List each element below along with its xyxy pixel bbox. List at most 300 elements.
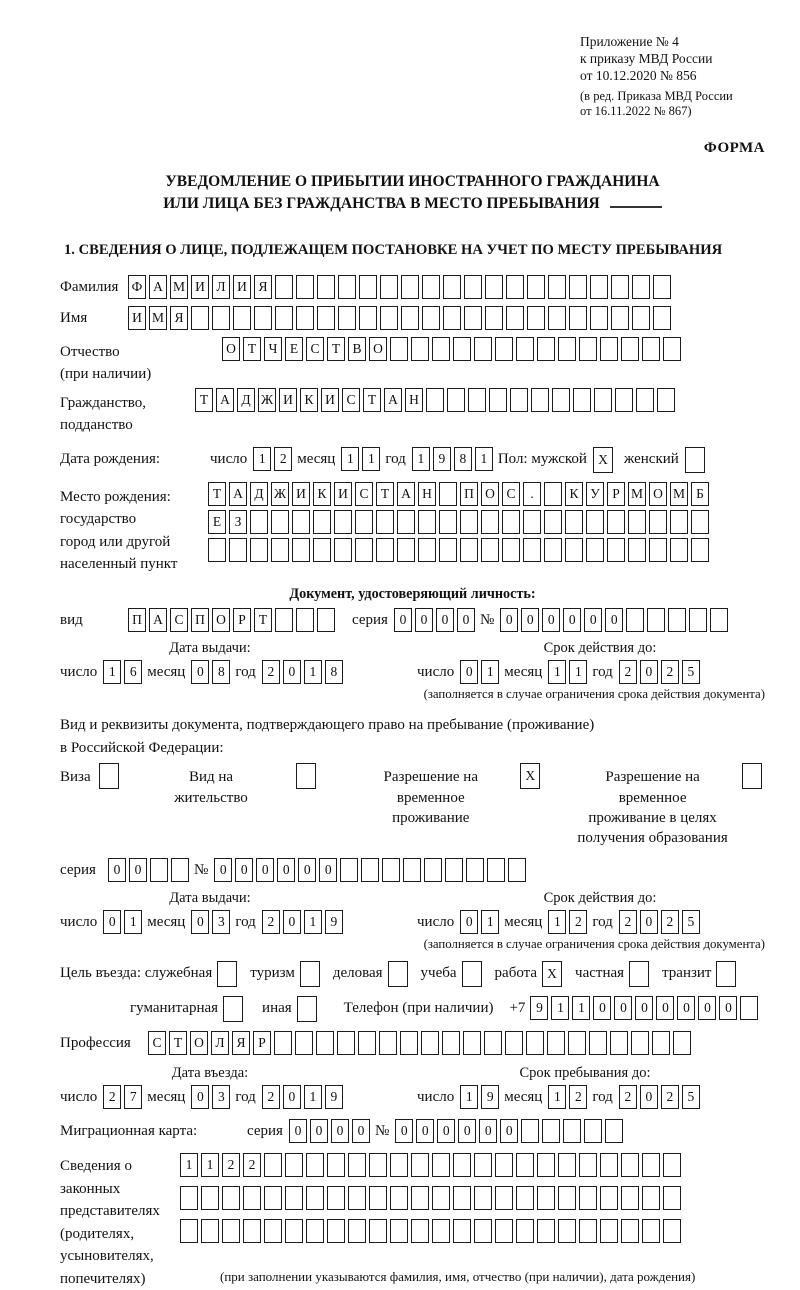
- legal-reps-cell[interactable]: [390, 1219, 408, 1243]
- residence-permit-checkbox-cell[interactable]: [296, 763, 316, 789]
- legal-reps-cell[interactable]: [621, 1186, 639, 1210]
- rvp-issue-year-cell[interactable]: 9: [325, 910, 343, 934]
- phone-cell[interactable]: [740, 996, 758, 1020]
- rvp-number-cell[interactable]: [466, 858, 484, 882]
- surname-cell[interactable]: А: [149, 275, 167, 299]
- birth-place-cell[interactable]: [292, 538, 310, 562]
- doc-kind-cell[interactable]: Р: [233, 608, 251, 632]
- given-name-cell[interactable]: И: [128, 306, 146, 330]
- birth-place-cell[interactable]: [523, 510, 541, 534]
- legal-reps-cell[interactable]: [558, 1153, 576, 1177]
- stay-year-cell[interactable]: 0: [640, 1085, 658, 1109]
- doc-number-cell[interactable]: 0: [584, 608, 602, 632]
- doc-number-cell[interactable]: 0: [500, 608, 518, 632]
- patronymic-cell[interactable]: [663, 337, 681, 361]
- birth-place-cell[interactable]: [229, 538, 247, 562]
- doc-kind-cell[interactable]: Т: [254, 608, 272, 632]
- stay-month-cell[interactable]: 1: [548, 1085, 566, 1109]
- legal-reps-cell[interactable]: [537, 1219, 555, 1243]
- birth-place-cell[interactable]: Ж: [271, 482, 289, 506]
- rvp-number-cell[interactable]: 0: [319, 858, 337, 882]
- migration-series-cell[interactable]: 0: [331, 1119, 349, 1143]
- legal-reps-cell[interactable]: [537, 1186, 555, 1210]
- migration-number-cell[interactable]: 0: [479, 1119, 497, 1143]
- legal-reps-cell[interactable]: [495, 1153, 513, 1177]
- entry-day-cell[interactable]: 7: [124, 1085, 142, 1109]
- rvp-issue-month-cell[interactable]: 0: [191, 910, 209, 934]
- legal-reps-cell[interactable]: [432, 1219, 450, 1243]
- doc-series-cell[interactable]: 0: [457, 608, 475, 632]
- migration-number-cell[interactable]: 0: [395, 1119, 413, 1143]
- phone-cell[interactable]: 1: [572, 996, 590, 1020]
- profession-cell[interactable]: [673, 1031, 691, 1055]
- given-name-cell[interactable]: [548, 306, 566, 330]
- given-name-cell[interactable]: [254, 306, 272, 330]
- patronymic-cell[interactable]: [390, 337, 408, 361]
- citizenship-cell[interactable]: [426, 388, 444, 412]
- patronymic-cell[interactable]: О: [222, 337, 240, 361]
- legal-reps-cell[interactable]: [390, 1186, 408, 1210]
- birth-place-cell[interactable]: [691, 538, 709, 562]
- birth-year-cell[interactable]: 9: [433, 447, 451, 471]
- given-name-cell[interactable]: [569, 306, 587, 330]
- legal-reps-cell[interactable]: 1: [180, 1153, 198, 1177]
- birth-place-cell[interactable]: [502, 510, 520, 534]
- migration-number-cell[interactable]: [542, 1119, 560, 1143]
- citizenship-cell[interactable]: [468, 388, 486, 412]
- rvp-valid-day-cell[interactable]: 0: [460, 910, 478, 934]
- migration-number-cell[interactable]: [605, 1119, 623, 1143]
- doc-kind-cell[interactable]: [296, 608, 314, 632]
- birth-place-cell[interactable]: [586, 510, 604, 534]
- legal-reps-cell[interactable]: [180, 1219, 198, 1243]
- birth-place-cell[interactable]: [355, 538, 373, 562]
- birth-place-cell[interactable]: [544, 510, 562, 534]
- purpose-business-cell[interactable]: [388, 961, 408, 987]
- rvp-number-cell[interactable]: [508, 858, 526, 882]
- doc-valid-year-cell[interactable]: 2: [619, 660, 637, 684]
- surname-cell[interactable]: М: [170, 275, 188, 299]
- phone-cell[interactable]: 0: [719, 996, 737, 1020]
- birth-place-cell[interactable]: [376, 538, 394, 562]
- legal-reps-cell[interactable]: [642, 1186, 660, 1210]
- citizenship-cell[interactable]: Н: [405, 388, 423, 412]
- patronymic-cell[interactable]: [453, 337, 471, 361]
- legal-reps-cell[interactable]: [201, 1219, 219, 1243]
- profession-cell[interactable]: [358, 1031, 376, 1055]
- rvp-issue-day-cell[interactable]: 1: [124, 910, 142, 934]
- doc-issue-month-cell[interactable]: 8: [212, 660, 230, 684]
- profession-cell[interactable]: [295, 1031, 313, 1055]
- given-name-cell[interactable]: [401, 306, 419, 330]
- doc-issue-year-cell[interactable]: 0: [283, 660, 301, 684]
- birth-place-cell[interactable]: [313, 510, 331, 534]
- phone-cell[interactable]: 0: [635, 996, 653, 1020]
- birth-place-cell[interactable]: [649, 538, 667, 562]
- legal-reps-cell[interactable]: [411, 1219, 429, 1243]
- birth-place-cell[interactable]: А: [397, 482, 415, 506]
- legal-reps-cell[interactable]: [453, 1186, 471, 1210]
- doc-valid-year-cell[interactable]: 2: [661, 660, 679, 684]
- profession-cell[interactable]: [568, 1031, 586, 1055]
- legal-reps-cell[interactable]: [432, 1186, 450, 1210]
- profession-cell[interactable]: [421, 1031, 439, 1055]
- patronymic-cell[interactable]: [537, 337, 555, 361]
- legal-reps-cell[interactable]: [621, 1153, 639, 1177]
- phone-cell[interactable]: 0: [677, 996, 695, 1020]
- legal-reps-cell[interactable]: [642, 1219, 660, 1243]
- birth-place-cell[interactable]: [628, 510, 646, 534]
- given-name-cell[interactable]: [233, 306, 251, 330]
- profession-cell[interactable]: Л: [211, 1031, 229, 1055]
- legal-reps-cell[interactable]: [600, 1219, 618, 1243]
- birth-place-cell[interactable]: А: [229, 482, 247, 506]
- rvp-valid-year-cell[interactable]: 5: [682, 910, 700, 934]
- legal-reps-cell[interactable]: [621, 1219, 639, 1243]
- surname-cell[interactable]: [548, 275, 566, 299]
- legal-reps-cell[interactable]: [516, 1153, 534, 1177]
- migration-number-cell[interactable]: 0: [416, 1119, 434, 1143]
- surname-cell[interactable]: [590, 275, 608, 299]
- rvp-edu-checkbox-cell[interactable]: [742, 763, 762, 789]
- citizenship-cell[interactable]: [636, 388, 654, 412]
- migration-series-cell[interactable]: 0: [310, 1119, 328, 1143]
- birth-place-cell[interactable]: [544, 538, 562, 562]
- citizenship-cell[interactable]: Т: [195, 388, 213, 412]
- migration-number-cell[interactable]: 0: [458, 1119, 476, 1143]
- surname-cell[interactable]: [527, 275, 545, 299]
- rvp-valid-year-cell[interactable]: 0: [640, 910, 658, 934]
- citizenship-cell[interactable]: [594, 388, 612, 412]
- patronymic-cell[interactable]: [600, 337, 618, 361]
- phone-cell[interactable]: 0: [656, 996, 674, 1020]
- doc-issue-year-cell[interactable]: 8: [325, 660, 343, 684]
- patronymic-cell[interactable]: Е: [285, 337, 303, 361]
- citizenship-cell[interactable]: К: [300, 388, 318, 412]
- birth-place-cell[interactable]: С: [355, 482, 373, 506]
- birth-place-cell[interactable]: [691, 510, 709, 534]
- citizenship-cell[interactable]: А: [384, 388, 402, 412]
- birth-place-cell[interactable]: С: [502, 482, 520, 506]
- birth-place-cell[interactable]: [355, 510, 373, 534]
- legal-reps-cell[interactable]: [285, 1219, 303, 1243]
- patronymic-cell[interactable]: Ч: [264, 337, 282, 361]
- doc-valid-month-cell[interactable]: 1: [548, 660, 566, 684]
- birth-place-cell[interactable]: [250, 510, 268, 534]
- birth-place-cell[interactable]: [397, 538, 415, 562]
- birth-place-cell[interactable]: [334, 510, 352, 534]
- birth-place-cell[interactable]: [292, 510, 310, 534]
- patronymic-cell[interactable]: [495, 337, 513, 361]
- citizenship-cell[interactable]: [573, 388, 591, 412]
- legal-reps-cell[interactable]: [222, 1219, 240, 1243]
- birth-place-cell[interactable]: Т: [376, 482, 394, 506]
- profession-cell[interactable]: [316, 1031, 334, 1055]
- phone-cell[interactable]: 1: [551, 996, 569, 1020]
- birth-place-cell[interactable]: [649, 510, 667, 534]
- birth-place-cell[interactable]: .: [523, 482, 541, 506]
- legal-reps-cell[interactable]: [327, 1219, 345, 1243]
- birth-place-cell[interactable]: [418, 538, 436, 562]
- legal-reps-cell[interactable]: [474, 1186, 492, 1210]
- doc-issue-day-cell[interactable]: 1: [103, 660, 121, 684]
- given-name-cell[interactable]: [485, 306, 503, 330]
- stay-day-cell[interactable]: 9: [481, 1085, 499, 1109]
- legal-reps-cell[interactable]: [306, 1153, 324, 1177]
- given-name-cell[interactable]: [653, 306, 671, 330]
- birth-place-cell[interactable]: [439, 538, 457, 562]
- stay-year-cell[interactable]: 2: [619, 1085, 637, 1109]
- birth-place-cell[interactable]: [670, 538, 688, 562]
- legal-reps-cell[interactable]: [474, 1153, 492, 1177]
- profession-cell[interactable]: [610, 1031, 628, 1055]
- doc-kind-cell[interactable]: О: [212, 608, 230, 632]
- purpose-private-cell[interactable]: [629, 961, 649, 987]
- surname-cell[interactable]: [443, 275, 461, 299]
- birth-day-cell[interactable]: 1: [253, 447, 271, 471]
- legal-reps-cell[interactable]: [369, 1153, 387, 1177]
- legal-reps-cell[interactable]: [663, 1219, 681, 1243]
- citizenship-cell[interactable]: [552, 388, 570, 412]
- profession-cell[interactable]: [442, 1031, 460, 1055]
- birth-place-cell[interactable]: О: [481, 482, 499, 506]
- legal-reps-cell[interactable]: [579, 1153, 597, 1177]
- doc-number-cell[interactable]: [689, 608, 707, 632]
- phone-cell[interactable]: 9: [530, 996, 548, 1020]
- doc-kind-cell[interactable]: С: [170, 608, 188, 632]
- legal-reps-cell[interactable]: [600, 1186, 618, 1210]
- birth-place-cell[interactable]: И: [292, 482, 310, 506]
- doc-kind-cell[interactable]: П: [128, 608, 146, 632]
- profession-cell[interactable]: О: [190, 1031, 208, 1055]
- stay-year-cell[interactable]: 5: [682, 1085, 700, 1109]
- doc-number-cell[interactable]: [710, 608, 728, 632]
- legal-reps-cell[interactable]: [558, 1186, 576, 1210]
- patronymic-cell[interactable]: [432, 337, 450, 361]
- citizenship-cell[interactable]: Ж: [258, 388, 276, 412]
- doc-series-cell[interactable]: 0: [394, 608, 412, 632]
- birth-place-cell[interactable]: [208, 538, 226, 562]
- birth-place-cell[interactable]: К: [313, 482, 331, 506]
- patronymic-cell[interactable]: [621, 337, 639, 361]
- legal-reps-cell[interactable]: [579, 1186, 597, 1210]
- legal-reps-cell[interactable]: [663, 1186, 681, 1210]
- patronymic-cell[interactable]: В: [348, 337, 366, 361]
- birth-place-cell[interactable]: [460, 510, 478, 534]
- stay-month-cell[interactable]: 2: [569, 1085, 587, 1109]
- profession-cell[interactable]: Р: [253, 1031, 271, 1055]
- sex-female-checkbox-cell[interactable]: [685, 447, 705, 473]
- birth-place-cell[interactable]: И: [334, 482, 352, 506]
- surname-cell[interactable]: [569, 275, 587, 299]
- doc-number-cell[interactable]: 0: [542, 608, 560, 632]
- profession-cell[interactable]: С: [148, 1031, 166, 1055]
- rvp-number-cell[interactable]: [340, 858, 358, 882]
- birth-place-cell[interactable]: М: [670, 482, 688, 506]
- patronymic-cell[interactable]: Т: [243, 337, 261, 361]
- legal-reps-cell[interactable]: [243, 1219, 261, 1243]
- legal-reps-cell[interactable]: [495, 1186, 513, 1210]
- entry-year-cell[interactable]: 9: [325, 1085, 343, 1109]
- birth-place-cell[interactable]: [481, 538, 499, 562]
- doc-series-cell[interactable]: 0: [436, 608, 454, 632]
- surname-cell[interactable]: [380, 275, 398, 299]
- rvp-valid-month-cell[interactable]: 1: [548, 910, 566, 934]
- legal-reps-cell[interactable]: [516, 1186, 534, 1210]
- profession-cell[interactable]: [337, 1031, 355, 1055]
- profession-cell[interactable]: [631, 1031, 649, 1055]
- citizenship-cell[interactable]: А: [216, 388, 234, 412]
- migration-series-cell[interactable]: 0: [352, 1119, 370, 1143]
- surname-cell[interactable]: [611, 275, 629, 299]
- rvp-number-cell[interactable]: [361, 858, 379, 882]
- purpose-tourism-cell[interactable]: [300, 961, 320, 987]
- legal-reps-cell[interactable]: [558, 1219, 576, 1243]
- phone-cell[interactable]: 0: [698, 996, 716, 1020]
- rvp-number-cell[interactable]: [445, 858, 463, 882]
- legal-reps-cell[interactable]: 1: [201, 1153, 219, 1177]
- profession-cell[interactable]: [463, 1031, 481, 1055]
- birth-day-cell[interactable]: 2: [274, 447, 292, 471]
- birth-place-cell[interactable]: [271, 538, 289, 562]
- surname-cell[interactable]: [359, 275, 377, 299]
- profession-cell[interactable]: [526, 1031, 544, 1055]
- patronymic-cell[interactable]: [579, 337, 597, 361]
- stay-year-cell[interactable]: 2: [661, 1085, 679, 1109]
- patronymic-cell[interactable]: [558, 337, 576, 361]
- profession-cell[interactable]: [589, 1031, 607, 1055]
- surname-cell[interactable]: [422, 275, 440, 299]
- given-name-cell[interactable]: [590, 306, 608, 330]
- doc-kind-cell[interactable]: [317, 608, 335, 632]
- citizenship-cell[interactable]: [447, 388, 465, 412]
- rvp-series-cell[interactable]: [171, 858, 189, 882]
- given-name-cell[interactable]: [632, 306, 650, 330]
- surname-cell[interactable]: [506, 275, 524, 299]
- rvp-issue-year-cell[interactable]: 2: [262, 910, 280, 934]
- surname-cell[interactable]: [317, 275, 335, 299]
- patronymic-cell[interactable]: [642, 337, 660, 361]
- birth-place-cell[interactable]: [313, 538, 331, 562]
- doc-number-cell[interactable]: [647, 608, 665, 632]
- birth-place-cell[interactable]: [334, 538, 352, 562]
- legal-reps-cell[interactable]: [222, 1186, 240, 1210]
- legal-reps-cell[interactable]: [348, 1219, 366, 1243]
- citizenship-cell[interactable]: И: [279, 388, 297, 412]
- given-name-cell[interactable]: [317, 306, 335, 330]
- doc-issue-month-cell[interactable]: 0: [191, 660, 209, 684]
- birth-place-cell[interactable]: М: [628, 482, 646, 506]
- doc-series-cell[interactable]: 0: [415, 608, 433, 632]
- migration-number-cell[interactable]: [584, 1119, 602, 1143]
- given-name-cell[interactable]: М: [149, 306, 167, 330]
- rvp-issue-day-cell[interactable]: 0: [103, 910, 121, 934]
- visa-checkbox-cell[interactable]: [99, 763, 119, 789]
- doc-kind-cell[interactable]: [275, 608, 293, 632]
- doc-kind-cell[interactable]: П: [191, 608, 209, 632]
- legal-reps-cell[interactable]: [369, 1219, 387, 1243]
- legal-reps-cell[interactable]: [474, 1219, 492, 1243]
- profession-cell[interactable]: [652, 1031, 670, 1055]
- rvp-series-cell[interactable]: [150, 858, 168, 882]
- doc-number-cell[interactable]: 0: [563, 608, 581, 632]
- citizenship-cell[interactable]: [489, 388, 507, 412]
- rvp-number-cell[interactable]: [487, 858, 505, 882]
- citizenship-cell[interactable]: [657, 388, 675, 412]
- rvp-series-cell[interactable]: 0: [108, 858, 126, 882]
- given-name-cell[interactable]: [380, 306, 398, 330]
- legal-reps-cell[interactable]: 2: [243, 1153, 261, 1177]
- birth-month-cell[interactable]: 1: [362, 447, 380, 471]
- given-name-cell[interactable]: [212, 306, 230, 330]
- citizenship-cell[interactable]: [615, 388, 633, 412]
- birth-place-cell[interactable]: [439, 482, 457, 506]
- birth-month-cell[interactable]: 1: [341, 447, 359, 471]
- legal-reps-cell[interactable]: [180, 1186, 198, 1210]
- legal-reps-cell[interactable]: [663, 1153, 681, 1177]
- rvp-number-cell[interactable]: 0: [298, 858, 316, 882]
- legal-reps-cell[interactable]: [327, 1186, 345, 1210]
- legal-reps-cell[interactable]: [264, 1186, 282, 1210]
- given-name-cell[interactable]: [527, 306, 545, 330]
- phone-cell[interactable]: 0: [614, 996, 632, 1020]
- migration-series-cell[interactable]: 0: [289, 1119, 307, 1143]
- birth-place-cell[interactable]: [607, 510, 625, 534]
- birth-place-cell[interactable]: К: [565, 482, 583, 506]
- doc-number-cell[interactable]: [668, 608, 686, 632]
- surname-cell[interactable]: [296, 275, 314, 299]
- rvp-number-cell[interactable]: 0: [277, 858, 295, 882]
- citizenship-cell[interactable]: [510, 388, 528, 412]
- given-name-cell[interactable]: [359, 306, 377, 330]
- legal-reps-cell[interactable]: [201, 1186, 219, 1210]
- doc-kind-cell[interactable]: А: [149, 608, 167, 632]
- legal-reps-cell[interactable]: 2: [222, 1153, 240, 1177]
- birth-place-cell[interactable]: [250, 538, 268, 562]
- surname-cell[interactable]: Я: [254, 275, 272, 299]
- birth-place-cell[interactable]: [481, 510, 499, 534]
- citizenship-cell[interactable]: Д: [237, 388, 255, 412]
- birth-place-cell[interactable]: Т: [208, 482, 226, 506]
- given-name-cell[interactable]: [275, 306, 293, 330]
- birth-place-cell[interactable]: Б: [691, 482, 709, 506]
- profession-cell[interactable]: [484, 1031, 502, 1055]
- birth-place-cell[interactable]: [439, 510, 457, 534]
- surname-cell[interactable]: [485, 275, 503, 299]
- profession-cell[interactable]: [505, 1031, 523, 1055]
- profession-cell[interactable]: [547, 1031, 565, 1055]
- legal-reps-cell[interactable]: [348, 1186, 366, 1210]
- legal-reps-cell[interactable]: [411, 1153, 429, 1177]
- birth-place-cell[interactable]: [565, 538, 583, 562]
- legal-reps-cell[interactable]: [285, 1186, 303, 1210]
- birth-place-cell[interactable]: [565, 510, 583, 534]
- entry-month-cell[interactable]: 0: [191, 1085, 209, 1109]
- surname-cell[interactable]: Ф: [128, 275, 146, 299]
- purpose-study-cell[interactable]: [462, 961, 482, 987]
- legal-reps-cell[interactable]: [243, 1186, 261, 1210]
- birth-place-cell[interactable]: [460, 538, 478, 562]
- rvp-number-cell[interactable]: [424, 858, 442, 882]
- birth-place-cell[interactable]: [670, 510, 688, 534]
- birth-place-cell[interactable]: [607, 538, 625, 562]
- legal-reps-cell[interactable]: [453, 1219, 471, 1243]
- birth-place-cell[interactable]: П: [460, 482, 478, 506]
- birth-year-cell[interactable]: 1: [475, 447, 493, 471]
- legal-reps-cell[interactable]: [306, 1186, 324, 1210]
- rvp-issue-month-cell[interactable]: 3: [212, 910, 230, 934]
- given-name-cell[interactable]: [443, 306, 461, 330]
